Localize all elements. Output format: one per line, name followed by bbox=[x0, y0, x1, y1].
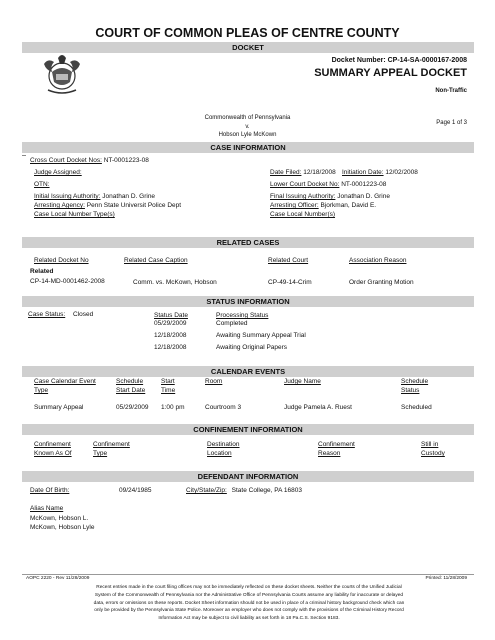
alias-2: McKown, Hobson Lyle bbox=[30, 524, 95, 531]
destination-header-2: Location bbox=[207, 450, 232, 457]
schedule-status-header-2: Status bbox=[401, 387, 420, 394]
start-time-header-1: Start bbox=[161, 378, 175, 385]
association-reason-header: Association Reason bbox=[349, 257, 407, 264]
docket-band: DOCKET bbox=[22, 42, 474, 53]
lower-court-docket bbox=[270, 181, 386, 188]
processing-status-header: Processing Status bbox=[216, 312, 269, 319]
alias-name-label: Alias Name bbox=[30, 505, 64, 512]
caption-line-1: Commonwealth of Pennsylvania bbox=[204, 115, 291, 121]
status-date-2: 12/18/2008 bbox=[154, 332, 187, 339]
event-type-header-1: Case Calendar Event bbox=[34, 378, 96, 385]
confinement-reason-header-2: Reason bbox=[318, 450, 341, 457]
schedule-date-header-2: Start Date bbox=[116, 387, 146, 394]
lower-court-value: NT-0001223-08 bbox=[341, 181, 387, 188]
footer-divider bbox=[22, 574, 474, 575]
room-header: Room bbox=[205, 378, 223, 385]
case-local-number-type-label: Case Local Number Type(s) bbox=[34, 211, 115, 218]
arresting-officer bbox=[270, 202, 376, 209]
processing-status-3: Awaiting Original Papers bbox=[216, 344, 288, 351]
pennsylvania-seal-icon bbox=[38, 50, 86, 98]
confinement-known-header-1: Confinement bbox=[34, 441, 71, 448]
calendar-event-type: Summary Appeal bbox=[34, 404, 84, 411]
status-information-band: STATUS INFORMATION bbox=[22, 296, 474, 307]
disclaimer-line: data, errors or omissions on these reports. Docket Sheet information should not be used in place of a criminal history background check which can bbox=[93, 600, 405, 606]
calendar-schedule-status: Scheduled bbox=[401, 404, 432, 411]
traffic-type: Non-Traffic bbox=[435, 88, 467, 94]
schedule-date-header-1: Schedule bbox=[116, 378, 144, 385]
status-date-header: Status Date bbox=[154, 312, 188, 319]
related-group-label: Related bbox=[30, 268, 54, 275]
alias-1: McKown, Hobson L. bbox=[30, 515, 89, 522]
judge-name-header: Judge Name bbox=[284, 378, 321, 385]
arresting-officer-label: Arresting Officer: bbox=[270, 202, 319, 209]
disclaimer-line: only be provided by the Pennsylvania State Police. Moreover an employer who does not comply with the provisions of the Criminal History Record bbox=[94, 608, 404, 614]
case-information-band: CASE INFORMATION bbox=[22, 142, 474, 153]
processing-status-2: Awaiting Summary Appeal Trial bbox=[216, 332, 306, 339]
related-caption-value: Comm. vs. McKown, Hobson bbox=[133, 279, 217, 286]
confinement-type-header-2: Type bbox=[93, 450, 108, 457]
final-auth-label: Final Issuing Authority: bbox=[270, 193, 336, 200]
calendar-room: Courtroom 3 bbox=[205, 404, 242, 411]
confinement-type-header-1: Confinement bbox=[93, 441, 130, 448]
otn-label: OTN: bbox=[34, 181, 50, 188]
divider bbox=[22, 155, 26, 156]
confinement-known-header-2: Known As Of bbox=[34, 450, 72, 457]
disclaimer-line: Recent entries made in the court filing offices may not be immediately reflected on these docket sheets. Neither the courts of the Unified Judicial bbox=[96, 585, 402, 590]
arresting-officer-value: Bjorkman, David E. bbox=[320, 202, 377, 209]
related-court-value: CP-49-14-Crim bbox=[268, 279, 312, 286]
event-type-header-2: Type bbox=[34, 387, 49, 394]
initial-issuing-authority bbox=[34, 193, 155, 200]
dob-value: 09/24/1985 bbox=[119, 487, 152, 494]
disclaimer-line: Information Act may be subject to civil liability as set forth in 18 Pa.C.S. Section 9183. bbox=[158, 616, 340, 622]
calendar-judge: Judge Pamela A. Ruest bbox=[284, 404, 352, 411]
arresting-agency-value: Penn State Universit Police Dept bbox=[86, 202, 182, 209]
initial-auth-value: Jonathan D. Grine bbox=[102, 193, 156, 200]
case-status-value: Closed bbox=[73, 311, 94, 318]
disclaimer-notice bbox=[30, 584, 468, 623]
start-time-header-2: Time bbox=[161, 387, 176, 394]
cross-court-value: NT-0001223-08 bbox=[103, 157, 149, 164]
custody-header-1: Still in bbox=[421, 441, 439, 448]
initiation-date-value: 12/02/2008 bbox=[385, 169, 418, 176]
initiation-date bbox=[342, 169, 418, 176]
schedule-status-header-1: Schedule bbox=[401, 378, 429, 385]
city-state-zip bbox=[186, 487, 302, 494]
final-issuing-authority bbox=[270, 193, 390, 200]
case-status-label: Case Status: bbox=[28, 311, 66, 318]
arresting-agency bbox=[34, 202, 181, 209]
court-title: COURT OF COMMON PLEAS OF CENTRE COUNTY bbox=[95, 26, 400, 40]
confinement-information-band: CONFINEMENT INFORMATION bbox=[22, 424, 474, 435]
case-local-number-label: Case Local Number(s) bbox=[270, 211, 336, 218]
related-cases-band: RELATED CASES bbox=[22, 237, 474, 248]
caption-line-3: Hobson Lyle McKown bbox=[218, 132, 277, 138]
arresting-agency-label: Arresting Agency: bbox=[34, 202, 85, 209]
calendar-events-band: CALENDAR EVENTS bbox=[22, 366, 474, 377]
cross-court-label: Cross Court Docket Nos: bbox=[30, 157, 102, 164]
processing-status-1: Completed bbox=[216, 320, 248, 327]
defendant-information-band: DEFENDANT INFORMATION bbox=[22, 471, 474, 482]
caption-line-2: v. bbox=[245, 124, 250, 130]
initiation-date-label: Initiation Date: bbox=[342, 169, 384, 176]
related-caption-header: Related Case Caption bbox=[124, 257, 188, 264]
disclaimer-line: System of the Commonwealth of Pennsylvania nor the Administrative Office of Pennsylvania Courts assume any liability for inaccurate or delayed bbox=[94, 592, 404, 598]
association-reason-value: Order Granting Motion bbox=[349, 279, 414, 286]
related-court-header: Related Court bbox=[268, 257, 309, 264]
destination-header-1: Destination bbox=[207, 441, 240, 448]
form-number: AOPC 2220 - Rev 11/28/2009 bbox=[26, 576, 90, 581]
status-date-3: 12/18/2008 bbox=[154, 344, 187, 351]
related-docket-value: CP-14-MD-0001462-2008 bbox=[30, 278, 105, 285]
initial-auth-label: Initial Issuing Authority: bbox=[34, 193, 101, 200]
date-filed-value: 12/18/2008 bbox=[303, 169, 336, 176]
csz-label: City/State/Zip: bbox=[186, 487, 227, 494]
case-status bbox=[28, 311, 93, 318]
cross-court-docket bbox=[30, 157, 149, 164]
date-filed-label: Date Filed: bbox=[270, 169, 302, 176]
docket-number: Docket Number: CP-14-SA-0000167-2008 bbox=[331, 57, 467, 64]
calendar-start-time: 1:00 pm bbox=[161, 404, 185, 411]
confinement-reason-header-1: Confinement bbox=[318, 441, 355, 448]
judge-assigned-label: Judge Assigned: bbox=[34, 169, 82, 176]
dob-label: Date Of Birth: bbox=[30, 487, 70, 494]
date-filed bbox=[270, 169, 336, 176]
csz-value: State College, PA 16803 bbox=[231, 487, 302, 494]
custody-header-2: Custody bbox=[421, 450, 445, 457]
docket-type: SUMMARY APPEAL DOCKET bbox=[314, 67, 467, 79]
calendar-start-date: 05/29/2009 bbox=[116, 404, 149, 411]
final-auth-value: Jonathan D. Grine bbox=[337, 193, 390, 200]
status-date-1: 05/29/2009 bbox=[154, 320, 187, 327]
lower-court-label: Lower Court Docket No: bbox=[270, 181, 340, 188]
related-docket-header: Related Docket No bbox=[34, 257, 89, 264]
page-indicator: Page 1 of 3 bbox=[436, 120, 467, 126]
printed-date: Printed: 11/28/2009 bbox=[425, 576, 467, 581]
